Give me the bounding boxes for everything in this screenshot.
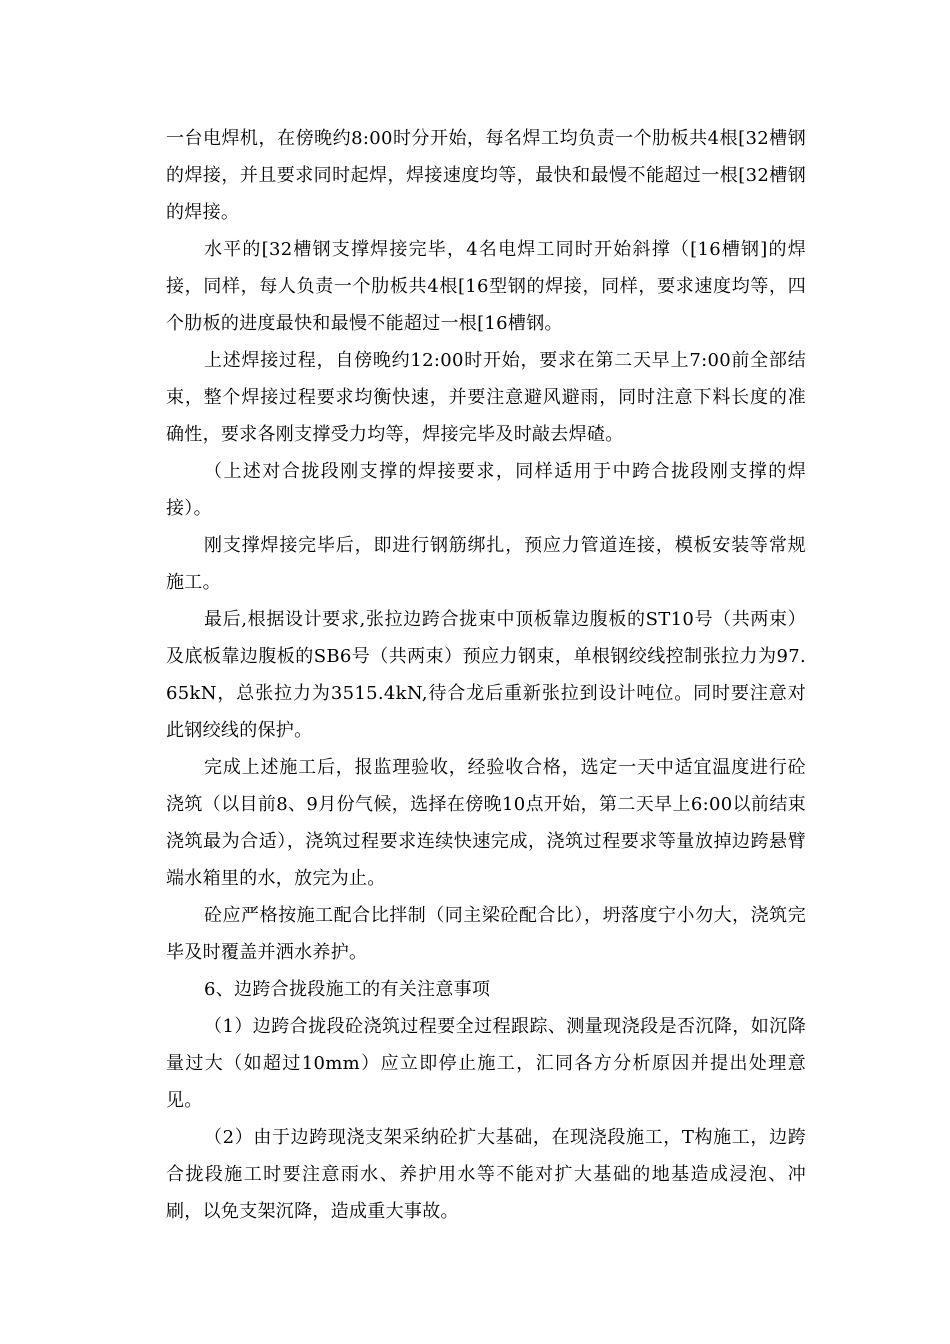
paragraph-midspan-note: （上述对合拢段刚支撑的焊接要求，同样适用于中跨合拢段刚支撑的焊接）。 bbox=[166, 461, 806, 519]
paragraph-rebar-work: 刚支撑焊接完毕后，即进行钢筋绑扎，预应力管道连接，模板安装等常规施工。 bbox=[166, 535, 806, 593]
paragraph-concrete-mix: 砼应严格按施工配合比拌制（同主梁砼配合比），坍落度宁小勿大，浇筑完毕及时覆盖并洒水养护。 bbox=[166, 905, 806, 963]
paragraph-welding-schedule: 上述焊接过程，自傍晚约12:00时开始，要求在第二天早上7:00前全部结束，整个焊接过程要求均衡快速，并要注意避风避雨，同时注意下料长度的准确性，要求各刚支撑受力均等，焊接完毕及时敲去焊碴。 bbox=[166, 350, 806, 445]
paragraph-diagonal-brace: 水平的[32槽钢支撑焊接完毕，4名电焊工同时开始斜撑（[16槽钢]的焊接，同样，每人负责一个肋板共4根[16型钢的焊接，同样，要求速度均等，四个肋板的进度最快和最慢不能超过一根[16槽钢。 bbox=[166, 239, 806, 334]
paragraph-precaution-2: （2）由于边跨现浇支架采纳砼扩大基础，在现浇段施工，T构施工，边跨合拢段施工时要注意雨水、养护用水等不能对扩大基础的地基造成浸泡、冲刷，以免支架沉降，造成重大事故。 bbox=[166, 1127, 806, 1222]
paragraph-prestress-tension: 最后,根据设计要求,张拉边跨合拢束中顶板靠边腹板的ST10号（共两束）及底板靠边腹板的SB6号（共两束）预应力钢束，单根钢绞线控制张拉力为97.65kN，总张拉力为3515.4kN,待合龙后重新张拉到设计吨位。同时要注意对此钢绞线的保护。 bbox=[166, 609, 806, 741]
document-body bbox=[166, 120, 806, 1230]
paragraph-concrete-pouring: 完成上述施工后，报监理验收，经验收合格，选定一天中适宜温度进行砼浇筑（以目前8、9月份气候，选择在傍晚10点开始，第二天早上6:00以前结束浇筑最为合适），浇筑过程要求连续快速完成，浇筑过程要求等量放掉边跨悬臂端水箱里的水，放完为止。 bbox=[166, 757, 806, 889]
section-heading-precautions: 6、边跨合拢段施工的有关注意事项 bbox=[204, 979, 491, 1000]
paragraph-precaution-1: （1）边跨合拢段砼浇筑过程要全过程跟踪、测量现浇段是否沉降，如沉降量过大（如超过10mm）应立即停止施工，汇同各方分析原因并提出处理意见。 bbox=[166, 1016, 806, 1111]
paragraph-welding-start: 一台电焊机，在傍晚约8:00时分开始，每名焊工均负责一个肋板共4根[32槽钢的焊接，并且要求同时起焊，焊接速度均等，最快和最慢不能超过一根[32槽钢的焊接。 bbox=[166, 128, 806, 223]
